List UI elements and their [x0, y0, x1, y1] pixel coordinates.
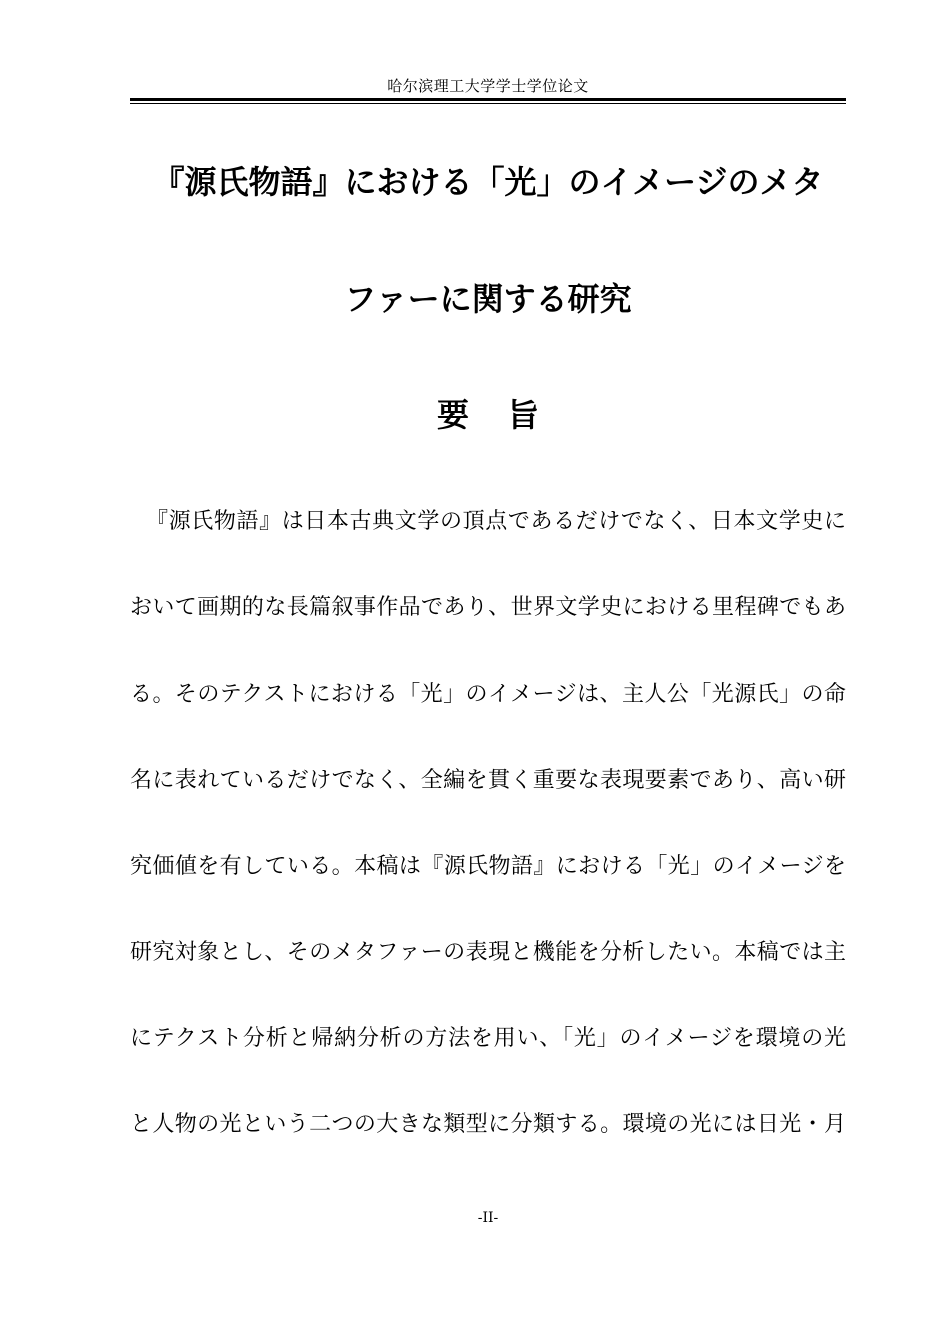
body-text-line: と人物の光という二つの大きな類型に分類する。環境の光には日光・月: [130, 1112, 846, 1137]
header-rule-thin: [130, 103, 846, 104]
header-rule-thick: [130, 98, 846, 101]
body-text-line: 『源氏物語』は日本古典文学の頂点であるだけでなく、日本文学史に: [146, 509, 846, 534]
body-text-line: 究価値を有している。本稿は『源氏物語』における「光」のイメージを: [130, 854, 846, 879]
body-text-line: おいて画期的な長篇叙事作品であり、世界文学史における里程碑でもあ: [130, 595, 846, 620]
abstract-heading: 要旨: [436, 396, 577, 434]
body-text-line: 研究対象とし、そのメタファーの表現と機能を分析したい。本稿では主: [130, 940, 846, 965]
thesis-title-line-2: ファーに関する研究: [344, 280, 632, 318]
body-text-line: にテクスト分析と帰納分析の方法を用い、「光」のイメージを環境の光: [130, 1026, 846, 1051]
thesis-title-line-1: 『源氏物語』における「光」のイメージのメタ: [152, 163, 824, 201]
page-number: -II-: [477, 1210, 499, 1226]
body-text-line: 名に表れているだけでなく、全編を貫く重要な表現要素であり、高い研: [130, 768, 846, 793]
body-text-line: る。そのテクストにおける「光」のイメージは、主人公「光源氏」の命: [130, 682, 846, 707]
running-header: 哈尔滨理工大学学士学位论文: [387, 77, 589, 95]
